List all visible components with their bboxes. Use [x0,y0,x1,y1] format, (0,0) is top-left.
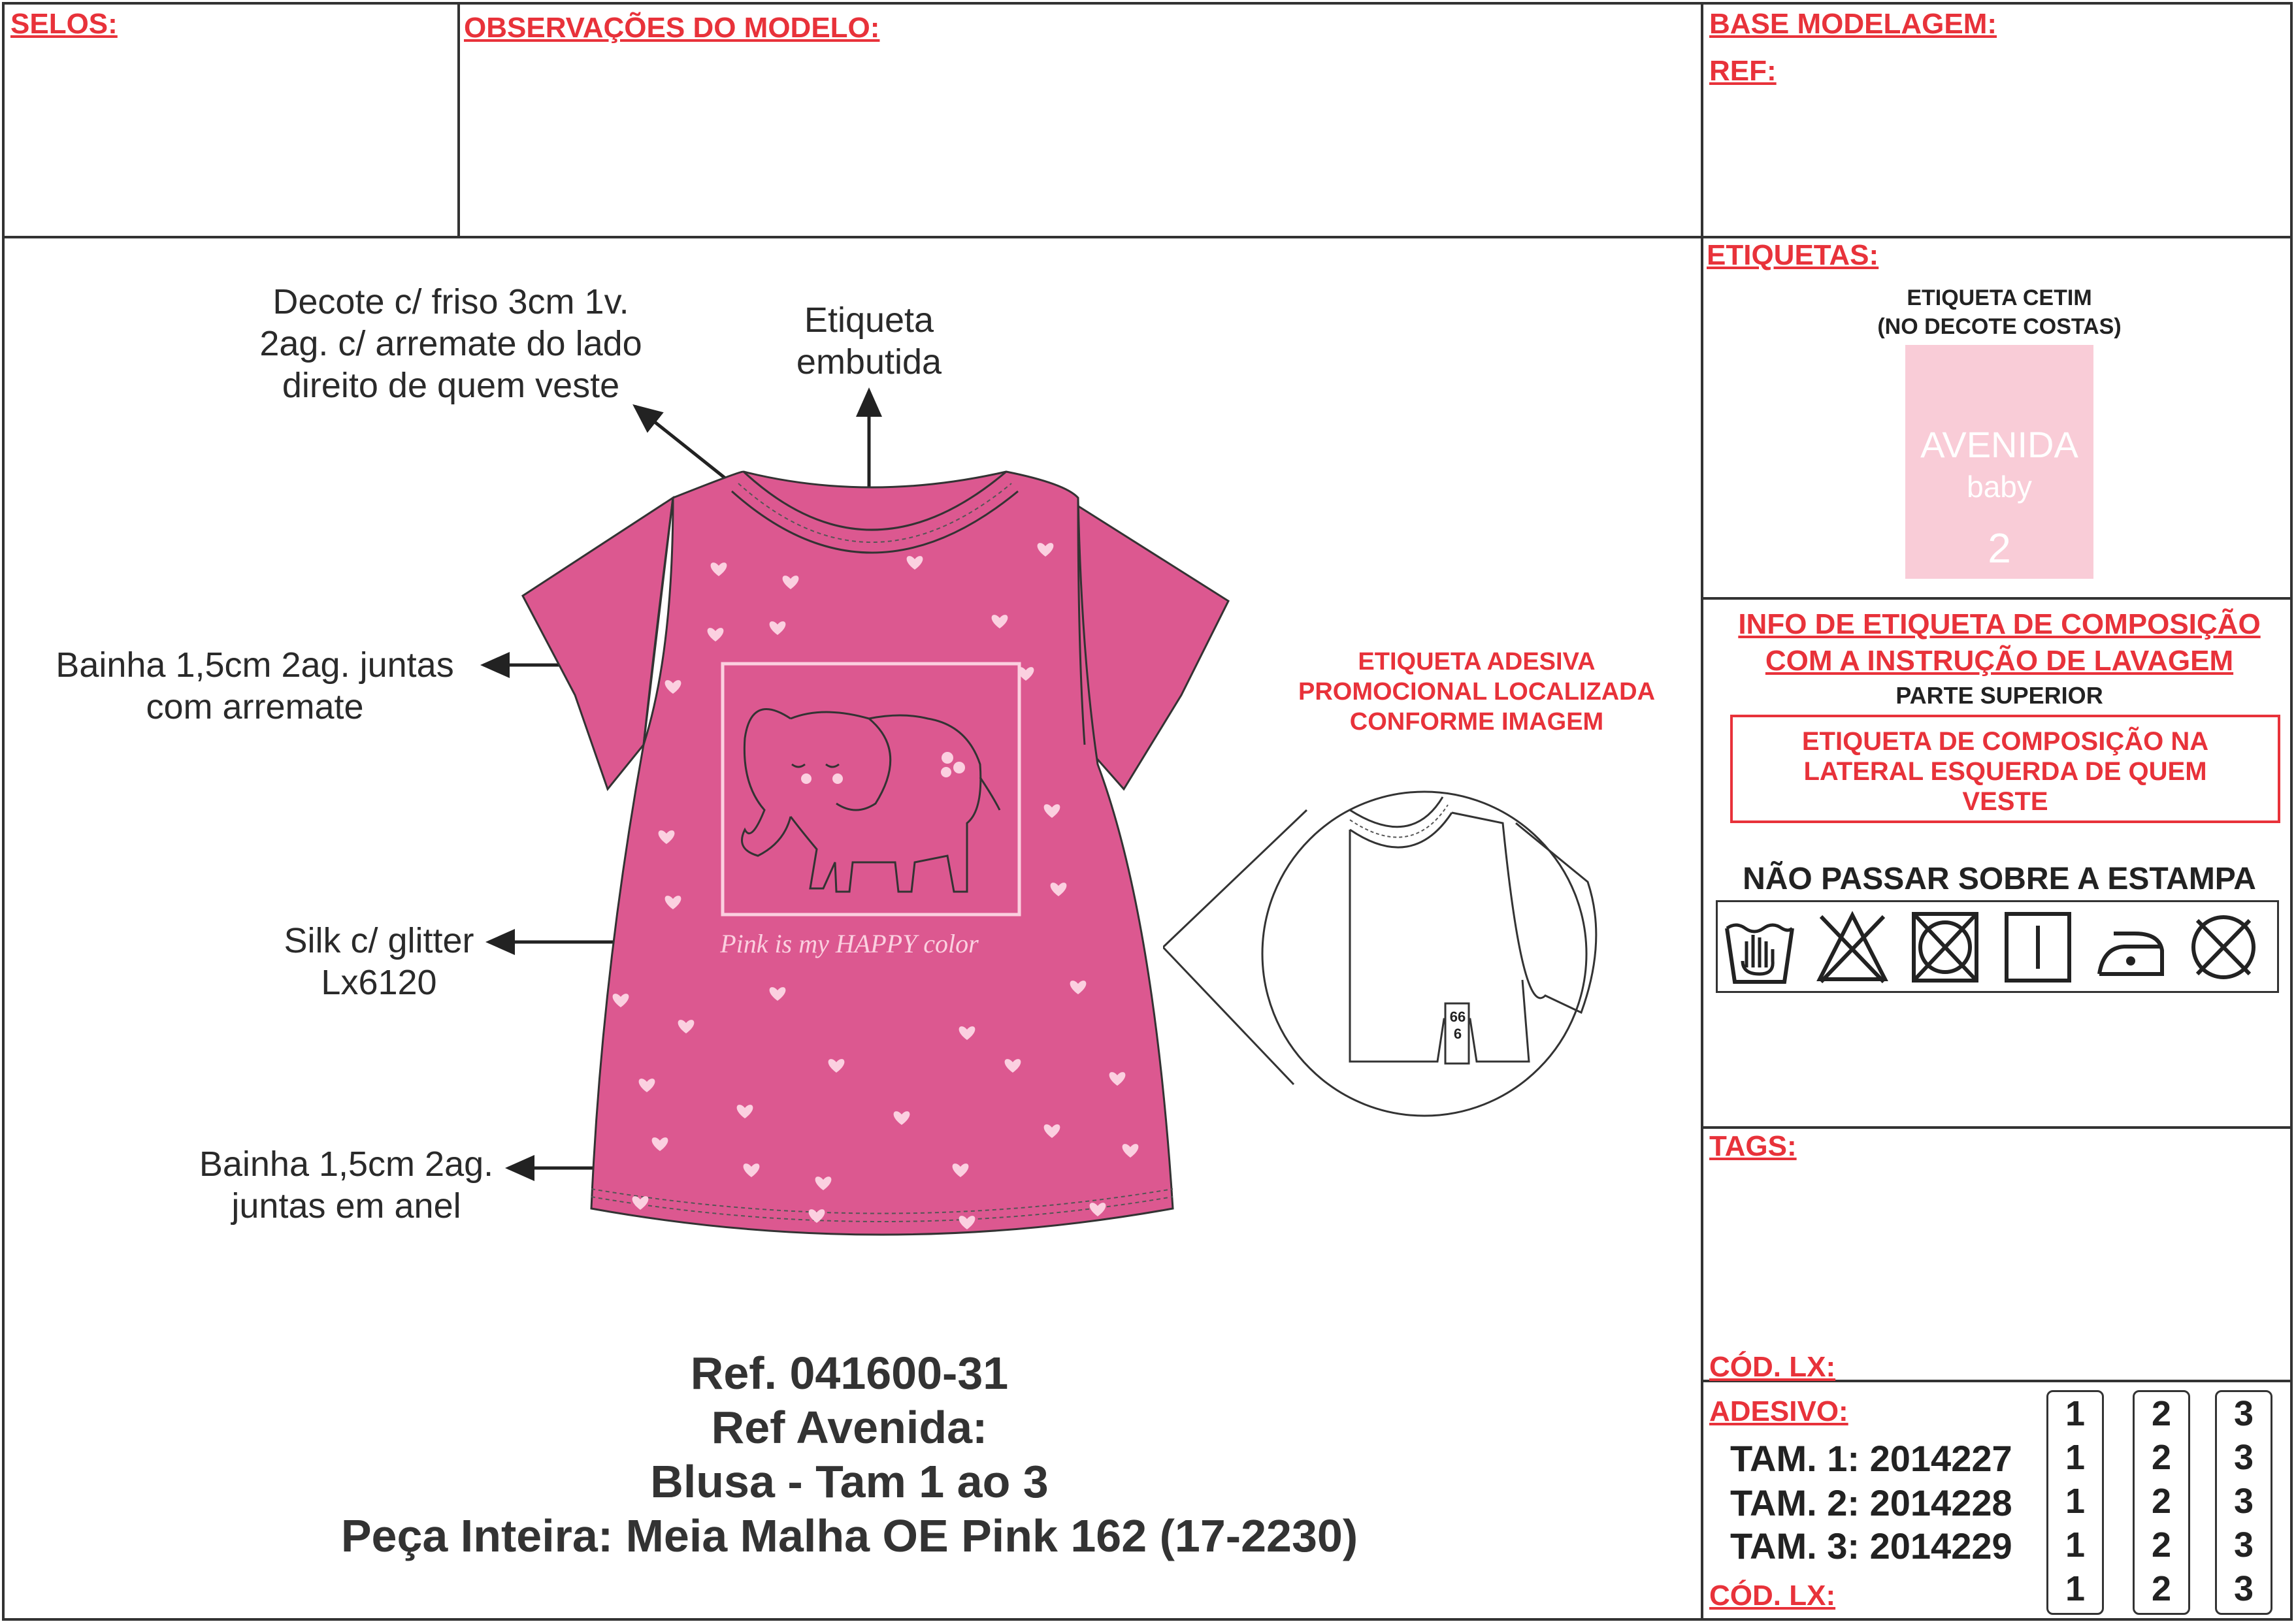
tam-3: TAM. 3: 2014229 [1730,1525,2012,1567]
composition-part: PARTE SUPERIOR [1895,682,2103,709]
tam-2: TAM. 2: 2014228 [1730,1482,2012,1523]
tshirt-illustration [510,457,1241,1254]
divider [1701,2,1703,1621]
tam-1: TAM. 1: 2014227 [1730,1438,2012,1479]
product-description: Blusa - Tam 1 ao 3 [650,1456,1049,1507]
satin-sub: baby [1967,470,2032,504]
silk-note: Silk c/ glitter Lx6120 [284,921,474,1002]
etiqueta-embutida-note: Etiqueta embutida [796,300,942,382]
no-dry-clean-icon [2187,909,2260,986]
promo-tag-digits: 666 [1449,1009,1466,1042]
composition-title: INFO DE ETIQUETA DE COMPOSIÇÃO COM A INSTRUÇÃO DE LAVAGEM [1738,608,2261,677]
divider [1701,597,2293,600]
decote-note: Decote c/ friso 3cm 1v. 2ag. c/ arremate do lado direito de quem veste [259,282,642,405]
hand-wash-icon [1723,909,1796,986]
cod-lx-header: CÓD. LX: [1709,1351,1836,1383]
no-tumble-dry-icon [1909,909,1982,986]
ref-header: REF: [1709,55,1777,87]
low-iron-icon [2094,909,2167,986]
print-slogan: Pink is my HAPPY color [720,929,979,958]
product-fabric: Peça Inteira: Meia Malha OE Pink 162 (17-2230) [340,1510,1358,1561]
base-modelagem-header: BASE MODELAGEM: [1709,8,1997,40]
size-column-1: 1 1 1 1 1 [2046,1390,2104,1615]
promo-label-note: ETIQUETA ADESIVA PROMOCIONAL LOCALIZADA CONFORME IMAGEM [1298,648,1656,736]
product-ref: Ref. 041600-31 [690,1348,1009,1399]
satin-label-title: ETIQUETA CETIM (NO DECOTE COSTAS) [1877,285,2122,339]
etiquetas-header: ETIQUETAS: [1707,239,1879,271]
bainha-barra-note: Bainha 1,5cm 2ag. juntas em anel [199,1145,494,1226]
line-dry-icon [2001,909,2075,986]
satin-label [1905,345,2093,579]
promo-detail-callout [1163,758,1686,1137]
product-ref-avenida: Ref Avenida: [711,1402,988,1453]
no-bleach-icon [1816,909,1889,986]
size-column-2: 2 2 2 2 2 [2133,1390,2190,1615]
no-iron-warning: NÃO PASSAR SOBRE A ESTAMPA [1743,862,2256,896]
composition-box: ETIQUETA DE COMPOSIÇÃO NA LATERAL ESQUERDA DE QUEM VESTE [1730,715,2280,823]
care-symbols [1716,900,2279,993]
observacoes-header: OBSERVAÇÕES DO MODELO: [464,12,880,44]
adesivo-header: ADESIVO: [1709,1395,1848,1427]
selos-header: SELOS: [10,8,118,40]
cod-lx-header: CÓD. LX: [1709,1580,1836,1612]
tags-header: TAGS: [1709,1130,1797,1162]
satin-size: 2 [1988,525,2011,572]
divider [1701,1126,2293,1129]
bainha-manga-note: Bainha 1,5cm 2ag. juntas com arremate [56,645,454,726]
satin-brand: AVENIDA [1920,424,2078,465]
size-column-3: 3 3 3 3 3 [2215,1390,2272,1615]
